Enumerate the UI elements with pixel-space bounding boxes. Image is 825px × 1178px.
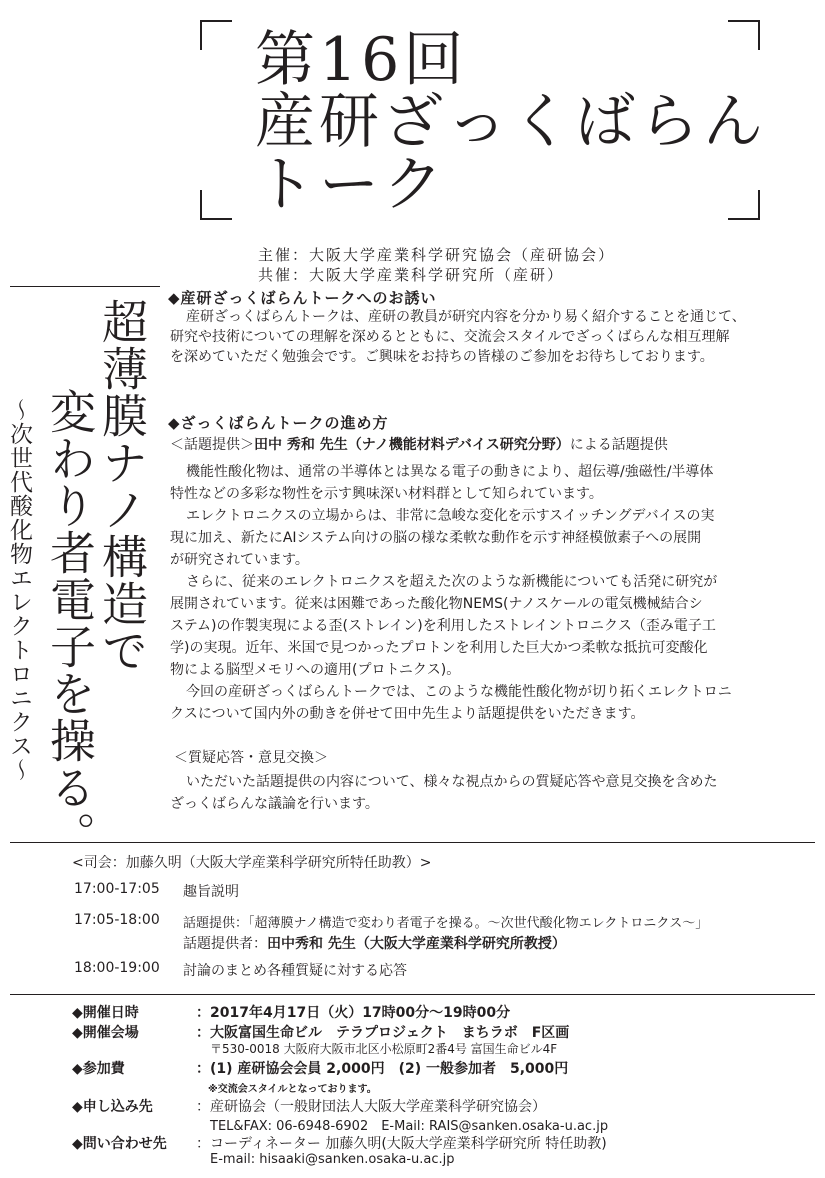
speaker-name: 田中秀和 先生（大阪大学産業科学研究所教授） xyxy=(267,936,566,952)
title-line-2: 産研ざっくばらん xyxy=(255,87,767,157)
schedule-time: 17:00-17:05 xyxy=(74,881,160,897)
process-line: 特性などの多彩な物性を示す興味深い材料群として知られています。 xyxy=(170,486,603,502)
date-label: ◆開催日時 xyxy=(72,1005,139,1021)
schedule-text: 話題提供：「超薄膜ナノ構造で変わり者電子を操る。～次世代酸化物エレクトロニクス～」 xyxy=(183,916,709,931)
process-line: 現に加え、新たにAIシステム向けの脳の様な柔軟な動作を示す神経模倣素子への展開 xyxy=(170,530,702,546)
schedule-top-rule xyxy=(10,842,815,843)
apply-contact: TEL&FAX: 06-6948-6902 E-Mail: RAIS@sanken.osaka-u.ac.jp xyxy=(210,1119,609,1134)
process-line: 展開されています。従来は困難であった酸化物NEMS(ナノスケールの電気機械結合シ xyxy=(170,596,703,612)
apply-label: ◆申し込み先 xyxy=(72,1099,153,1115)
schedule-text: 討論のまとめ各種質疑に対する応答 xyxy=(183,963,407,979)
title-bracket-top-right xyxy=(728,20,760,50)
info-top-rule xyxy=(10,994,815,995)
qa-line: ざっくばらんな議論を行います。 xyxy=(170,796,379,812)
fee-note: ※交流会スタイルとなっております。 xyxy=(208,1084,377,1095)
cohost-org: 共催：大阪大学産業科学研究所（産研） xyxy=(258,266,565,284)
process-line: 物による脳型メモリへの適用(プロトニクス)。 xyxy=(170,662,461,678)
invite-line: 産研ざっくばらんトークは、産研の教員が研究内容を分かり易く紹介することを通じて、 xyxy=(186,309,746,325)
process-line: 今回の産研ざっくばらんトークでは、このような機能性酸化物が切り拓くエレクトロニ xyxy=(186,684,732,700)
date-value: ：2017年4月17日（火）17時00分～19時00分 xyxy=(196,1005,511,1021)
venue-value: ：大阪富国生命ビル テラプロジェクト まちラボ F区画 xyxy=(196,1025,570,1041)
schedule-time: 18:00-19:00 xyxy=(74,960,160,976)
process-line: ステム)の作製実現による歪(ストレイン)を利用したストレイントロニクス（歪み電子工 xyxy=(170,618,716,634)
schedule-text: 趣旨説明 xyxy=(183,884,239,900)
process-line: エレクトロニクスの立場からは、非常に急峻な変化を示すスイッチングデバイスの実 xyxy=(186,508,715,524)
vertical-title-col1: 超薄膜ナノ構造で xyxy=(95,298,149,674)
fee-label: ◆参加費 xyxy=(72,1061,125,1077)
qa-line: いただいた話題提供の内容について、様々な視点からの質疑応答や意見交換を含めた xyxy=(186,774,718,790)
fee-value: ：(1) 産研協会会員 2,000円 (2) 一般参加者 5,000円 xyxy=(196,1061,569,1077)
host-org: 主催：大阪大学産業科学研究協会（産研協会） xyxy=(258,246,616,264)
title-bracket-bottom-right xyxy=(728,190,760,220)
inquiry-email: E-mail: hisaaki@sanken.osaka-u.ac.jp xyxy=(210,1152,455,1167)
invite-heading: ◆産研ざっくばらんトークへのお誘い xyxy=(168,289,437,307)
title-bracket-top-left xyxy=(200,20,232,50)
qa-heading: ＜質疑応答・意見交換＞ xyxy=(174,750,328,766)
invite-line: を深めていただく勉強会です。ご興味をお持ちの皆様のご参加をお待ちしております。 xyxy=(170,349,714,365)
vertical-title-col2: 変わり者電子を操る。 xyxy=(43,388,97,858)
chair-line: <司会：加藤久明（大阪大学産業科学研究所特任助教）> xyxy=(72,855,432,871)
speaker-prefix: 話題提供者： xyxy=(183,936,267,952)
title-line-3: トーク xyxy=(255,150,447,220)
title-bracket-bottom-left xyxy=(200,190,232,220)
vertical-title-col3: ～次世代酸化物エレクトロニクス～ xyxy=(6,398,32,782)
schedule-time: 17:05-18:00 xyxy=(74,912,160,928)
topic-suffix: による話題提供 xyxy=(569,437,668,453)
topic-prefix: ＜話題提供＞ xyxy=(170,437,254,453)
process-line: クスについて国内外の動きを併せて田中先生より話題提供をいただきます。 xyxy=(170,706,645,722)
process-line: 機能性酸化物は、通常の半導体とは異なる電子の動きにより、超伝導/強磁性/半導体 xyxy=(186,464,714,480)
venue-label: ◆開催会場 xyxy=(72,1025,139,1041)
schedule-speaker xyxy=(183,933,566,953)
process-line: 学)の実現。近年、米国で見つかったプロトンを利用した巨大かつ柔軟な抵抗可変酸化 xyxy=(170,640,708,656)
topic-line xyxy=(170,435,668,455)
title-line-1: 第16回 xyxy=(255,25,468,95)
inquiry-value: ：コーディネーター 加藤久明(大阪大学産業科学研究所 特任助教) xyxy=(196,1136,607,1152)
process-line: が研究されています。 xyxy=(170,552,309,568)
topic-speaker: 田中 秀和 先生（ナノ機能材料デバイス研究分野） xyxy=(254,437,570,453)
invite-line: 研究や技術についての理解を深めるとともに、交流会スタイルでざっくばらんな相互理解 xyxy=(170,329,730,345)
apply-value: ：産研協会（一般財団法人大阪大学産業科学研究協会） xyxy=(196,1099,546,1115)
process-line: さらに、従来のエレクトロニクスを超えた次のような新機能についても活発に研究が xyxy=(186,574,718,590)
inquiry-label: ◆問い合わせ先 xyxy=(72,1136,167,1152)
left-top-rule xyxy=(10,286,160,287)
venue-address: 〒530-0018 大阪府大阪市北区小松原町2番4号 富国生命ビル4F xyxy=(210,1042,558,1056)
process-heading: ◆ざっくばらんトークの進め方 xyxy=(168,414,389,432)
